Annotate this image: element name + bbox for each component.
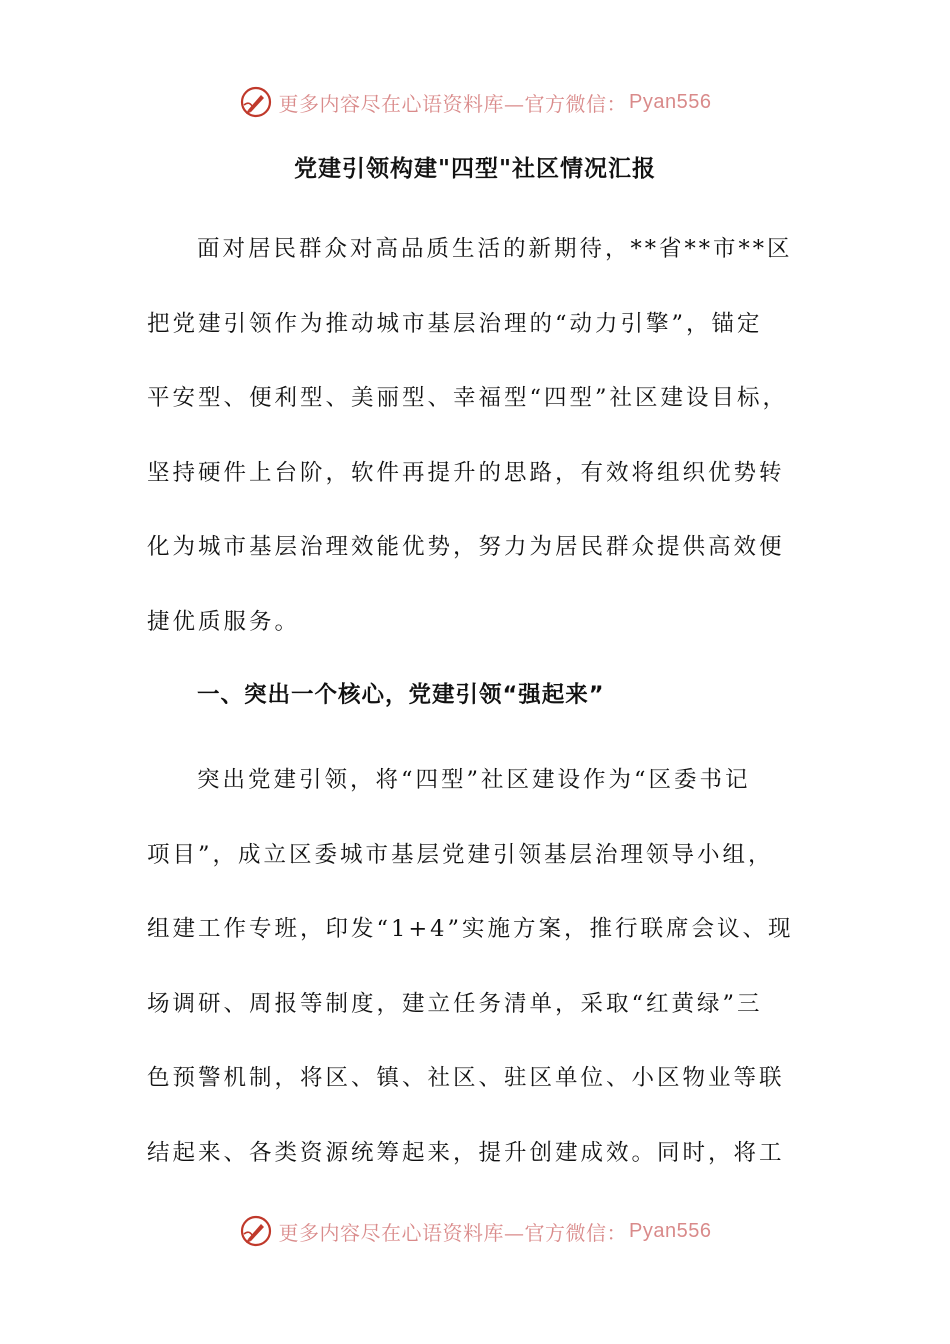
paragraph-line: 坚持硬件上台阶，软件再提升的思路，有效将组织优势转 <box>147 460 785 486</box>
banner-wechat-id: Pyan556 <box>629 1219 712 1242</box>
paragraph-line: 捷优质服务。 <box>147 609 301 635</box>
header-banner <box>0 82 950 122</box>
paragraph-line: 化为城市基层治理效能优势，努力为居民群众提供高效便 <box>147 534 785 560</box>
paragraph-line: 色预警机制，将区、镇、社区、驻区单位、小区物业等联 <box>147 1065 785 1091</box>
paragraph-line: 平安型、便利型、美丽型、幸福型“四型”社区建设目标， <box>147 385 789 411</box>
pen-nib-logo-icon <box>239 1214 273 1248</box>
footer-banner <box>0 1211 950 1251</box>
banner-text: 更多内容尽在心语资料库—官方微信： <box>278 91 628 116</box>
paragraph-line: 把党建引领作为推动城市基层治理的“动力引擎”，锚定 <box>147 311 763 337</box>
section-heading: 一、突出一个核心，党建引领“强起来” <box>197 682 605 708</box>
banner-wechat-id: Pyan556 <box>629 90 712 113</box>
paragraph-line: 突出党建引领，将“四型”社区建设作为“区委书记 <box>197 767 751 793</box>
paragraph-line: 项目”，成立区委城市基层党建引领基层治理领导小组， <box>147 842 774 868</box>
pen-nib-logo-icon <box>239 85 273 119</box>
paragraph-line: 面对居民群众对高品质生活的新期待，**省**市**区 <box>197 236 793 262</box>
banner-text: 更多内容尽在心语资料库—官方微信： <box>278 1220 628 1245</box>
paragraph-line: 结起来、各类资源统筹起来，提升创建成效。同时，将工 <box>147 1140 785 1166</box>
paragraph-line: 组建工作专班，印发“1+4”实施方案，推行联席会议、现 <box>147 916 794 942</box>
paragraph-line: 场调研、周报等制度，建立任务清单，采取“红黄绿”三 <box>147 991 763 1017</box>
document-title: 党建引领构建"四型"社区情况汇报 <box>294 156 656 182</box>
